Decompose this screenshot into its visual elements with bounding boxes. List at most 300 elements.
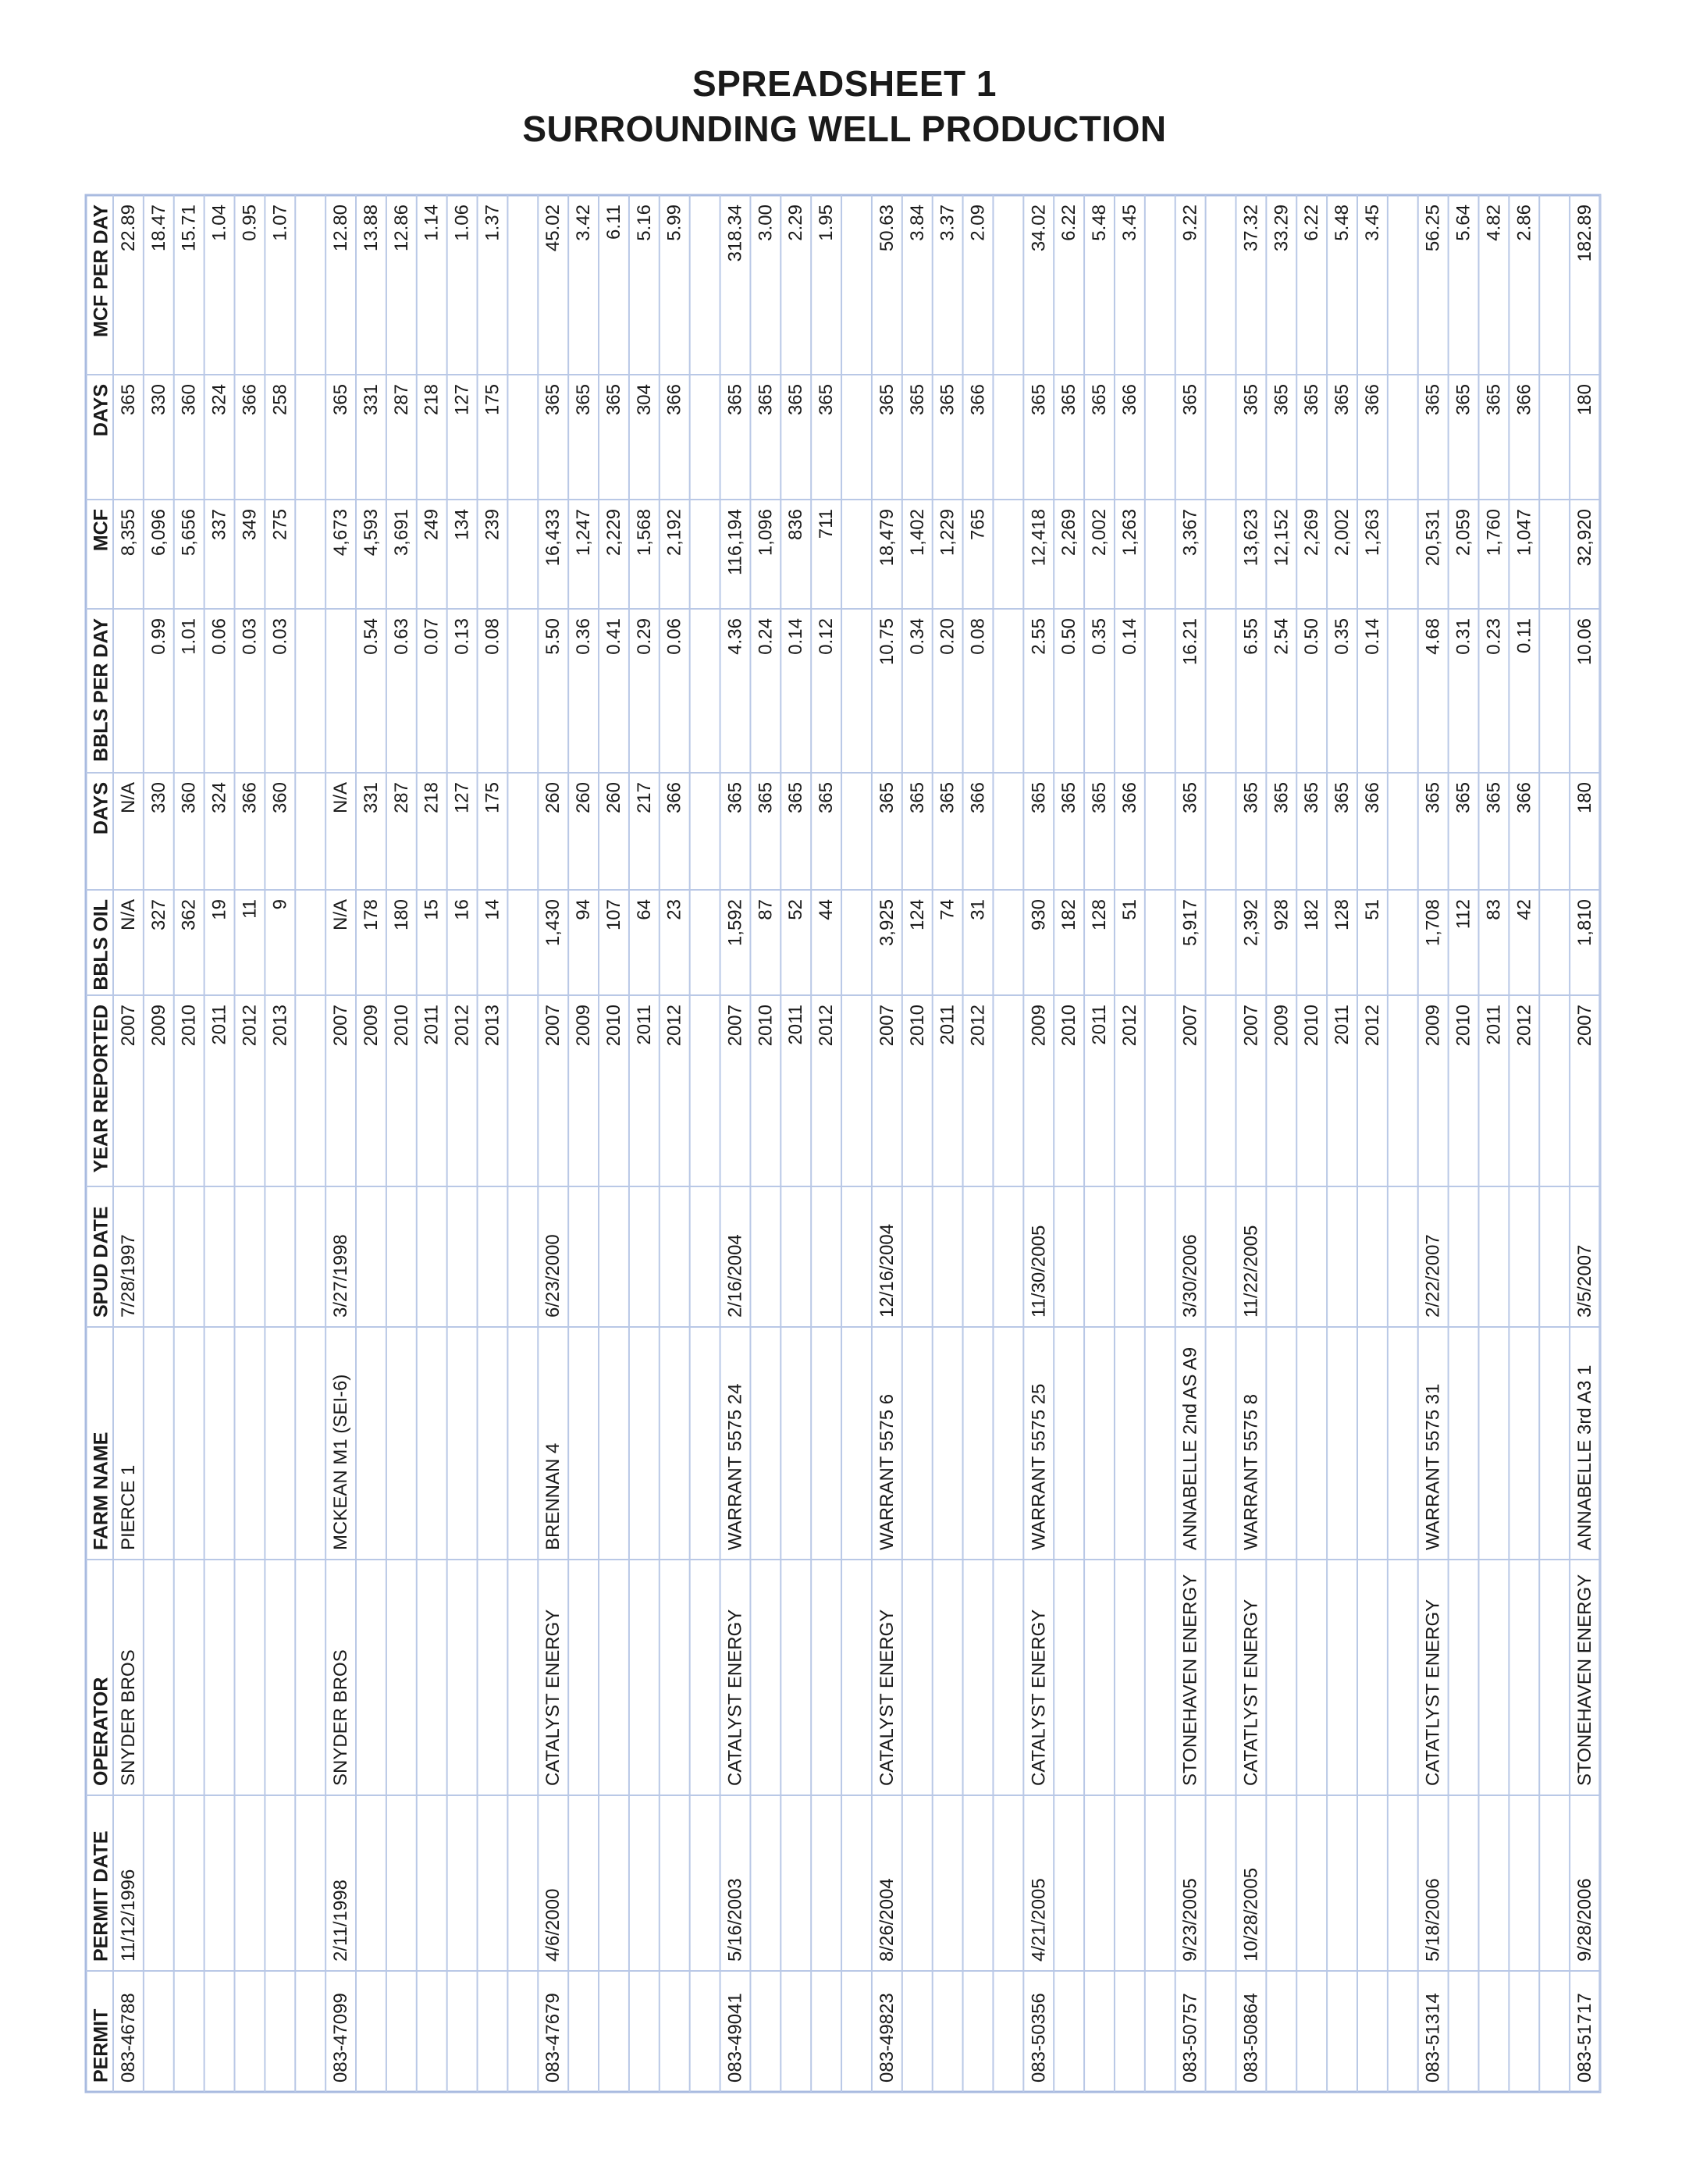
- cell-mcf-per-day: 12.86: [390, 205, 412, 252]
- cell-farm-name: PIERCE 1: [117, 1464, 139, 1550]
- cell-days: 175: [482, 782, 503, 814]
- cell-permit: 083-49041: [724, 1993, 746, 2083]
- spreadsheet-title: SPREADSHEET 1: [692, 63, 997, 104]
- cell-bbls-per-day: 5.50: [542, 618, 564, 655]
- cell-mcf: 6,096: [148, 509, 169, 557]
- cell-bbls-oil: 16: [451, 899, 473, 920]
- cell-mcf: 1,568: [633, 509, 655, 557]
- cell-days: 365: [1179, 384, 1201, 416]
- cell-mcf-per-day: 6.22: [1301, 205, 1323, 241]
- cell-bbls-per-day: 0.12: [816, 618, 837, 655]
- cell-permit: 083-46788: [117, 1993, 139, 2083]
- cell-mcf-per-day: 1.07: [269, 205, 291, 241]
- cell-bbls-oil: 124: [906, 899, 928, 931]
- cell-days: 180: [1574, 782, 1596, 814]
- cell-spud-date: 3/27/1998: [330, 1234, 352, 1318]
- cell-days: 366: [967, 384, 989, 416]
- cell-mcf-per-day: 1.06: [451, 205, 473, 241]
- cell-bbls-per-day: 0.34: [906, 618, 928, 655]
- cell-bbls-oil: 2,392: [1240, 899, 1262, 947]
- cell-mcf-per-day: 56.25: [1422, 205, 1444, 252]
- cell-days: 365: [1271, 384, 1293, 416]
- cell-bbls-oil: 83: [1483, 899, 1505, 920]
- cell-mcf: 2,002: [1089, 509, 1111, 557]
- cell-bbls-oil: 128: [1332, 899, 1353, 931]
- cell-bbls-per-day: 0.63: [390, 618, 412, 655]
- cell-bbls-per-day: 10.75: [876, 618, 898, 666]
- cell-bbls-oil: 74: [937, 899, 958, 920]
- cell-days: 365: [117, 384, 139, 416]
- header-spud-date: SPUD DATE: [90, 1206, 112, 1318]
- cell-bbls-oil: 1,592: [724, 899, 746, 947]
- cell-year-reported: 2009: [1271, 1005, 1293, 1047]
- cell-spud-date: 2/22/2007: [1422, 1234, 1444, 1318]
- cell-days: 331: [360, 782, 382, 814]
- cell-bbls-oil: 51: [1118, 899, 1140, 920]
- cell-farm-name: WARRANT 5575 6: [876, 1393, 898, 1550]
- cell-bbls-per-day: 0.31: [1453, 618, 1474, 655]
- cell-mcf-per-day: 1.37: [482, 205, 503, 241]
- cell-bbls-oil: 128: [1089, 899, 1111, 931]
- cell-mcf-per-day: 6.11: [603, 205, 624, 240]
- cell-operator: CATATLYST ENERGY: [1422, 1599, 1444, 1786]
- cell-mcf-per-day: 318.34: [724, 205, 746, 262]
- cell-days: N/A: [330, 782, 352, 814]
- cell-bbls-per-day: 0.36: [573, 618, 595, 655]
- cell-bbls-per-day: 0.08: [967, 618, 989, 655]
- cell-mcf: 1,263: [1361, 509, 1383, 557]
- cell-mcf-per-day: 0.95: [239, 205, 261, 241]
- cell-mcf-per-day: 2.29: [785, 205, 807, 241]
- cell-mcf: 1,047: [1513, 509, 1535, 557]
- cell-mcf: 1,760: [1483, 509, 1505, 557]
- cell-mcf-per-day: 1.04: [208, 205, 230, 241]
- cell-permit-date: 5/16/2003: [724, 1878, 746, 1962]
- cell-bbls-oil: 11: [239, 899, 261, 919]
- cell-year-reported: 2011: [785, 1005, 807, 1045]
- cell-mcf-per-day: 5.16: [633, 205, 655, 241]
- cell-days: 365: [1301, 384, 1323, 416]
- cell-days: N/A: [117, 782, 139, 814]
- cell-days: 365: [542, 384, 564, 416]
- cell-days: 304: [633, 384, 655, 416]
- cell-mcf: 249: [421, 509, 443, 541]
- cell-mcf-per-day: 1.14: [421, 205, 443, 241]
- cell-days: 360: [178, 782, 200, 814]
- cell-farm-name: ANNABELLE 3rd A3 1: [1574, 1364, 1596, 1550]
- cell-days: 365: [1271, 782, 1293, 814]
- cell-mcf: 116,194: [724, 508, 746, 575]
- cell-days: 127: [451, 782, 473, 814]
- cell-days: 365: [876, 782, 898, 814]
- cell-days: 366: [663, 782, 685, 814]
- cell-days: 365: [785, 384, 807, 416]
- cell-days: 365: [755, 782, 777, 814]
- cell-bbls-per-day: 2.55: [1028, 618, 1050, 655]
- cell-mcf-per-day: 50.63: [876, 205, 898, 252]
- cell-year-reported: 2012: [1118, 1005, 1140, 1047]
- cell-farm-name: MCKEAN M1 (SEI-6): [330, 1374, 352, 1550]
- cell-days: 365: [785, 782, 807, 814]
- cell-mcf-per-day: 33.29: [1271, 205, 1293, 252]
- cell-spud-date: 7/28/1997: [117, 1234, 139, 1318]
- cell-mcf-per-day: 22.89: [117, 205, 139, 252]
- cell-bbls-oil: 15: [421, 899, 443, 920]
- cell-bbls-per-day: 0.99: [148, 618, 169, 655]
- cell-permit: 083-50757: [1179, 1993, 1201, 2083]
- table-frame: [86, 195, 1600, 2092]
- cell-bbls-per-day: 0.03: [269, 618, 291, 655]
- cell-days: 366: [1118, 782, 1140, 814]
- cell-days: 330: [148, 384, 169, 416]
- cell-operator: STONEHAVEN ENERGY: [1574, 1574, 1596, 1786]
- cell-permit-date: 4/21/2005: [1028, 1878, 1050, 1962]
- cell-days: 218: [421, 384, 443, 416]
- cell-spud-date: 6/23/2000: [542, 1234, 564, 1318]
- cell-year-reported: 2009: [148, 1005, 169, 1047]
- cell-mcf-per-day: 34.02: [1028, 205, 1050, 252]
- cell-year-reported: 2007: [1574, 1005, 1596, 1047]
- cell-mcf-per-day: 2.09: [967, 205, 989, 241]
- cell-year-reported: 2012: [663, 1005, 685, 1047]
- cell-mcf-per-day: 4.82: [1483, 205, 1505, 241]
- cell-days: 366: [1513, 384, 1535, 416]
- cell-days: 365: [724, 384, 746, 416]
- cell-mcf: 134: [451, 509, 473, 541]
- cell-days: 180: [1574, 384, 1596, 416]
- cell-farm-name: WARRANT 5575 31: [1422, 1383, 1444, 1550]
- cell-days: 217: [633, 782, 655, 814]
- cell-bbls-oil: 51: [1361, 899, 1383, 920]
- cell-mcf-per-day: 12.80: [330, 205, 352, 252]
- header-bbls-oil: BBLS OIL: [90, 899, 112, 991]
- cell-days: 365: [1483, 384, 1505, 416]
- cell-mcf-per-day: 18.47: [148, 205, 169, 252]
- cell-days: 287: [390, 782, 412, 814]
- cell-mcf: 3,367: [1179, 509, 1201, 557]
- cell-spud-date: 12/16/2004: [876, 1223, 898, 1318]
- cell-days: 366: [1361, 384, 1383, 416]
- cell-bbls-oil: 3,925: [876, 899, 898, 947]
- cell-farm-name: ANNABELLE 2nd AS A9: [1179, 1346, 1201, 1550]
- cell-permit: 083-51717: [1574, 1993, 1596, 2083]
- cell-bbls-per-day: 0.35: [1089, 618, 1111, 655]
- cell-days: 365: [1028, 782, 1050, 814]
- cell-year-reported: 2007: [724, 1005, 746, 1047]
- cell-permit-date: 10/28/2005: [1240, 1867, 1262, 1962]
- cell-year-reported: 2011: [208, 1005, 230, 1045]
- cell-permit: 083-51314: [1422, 1993, 1444, 2083]
- header-days: DAYS: [90, 384, 112, 437]
- cell-bbls-oil: 1,430: [542, 899, 564, 947]
- cell-days: 218: [421, 782, 443, 814]
- cell-year-reported: 2010: [1058, 1005, 1080, 1047]
- cell-mcf: 2,002: [1332, 509, 1353, 557]
- cell-mcf-per-day: 5.99: [663, 205, 685, 241]
- cell-mcf-per-day: 5.48: [1089, 205, 1111, 241]
- cell-days: 365: [937, 782, 958, 814]
- cell-days: 365: [1089, 384, 1111, 416]
- cell-mcf: 2,192: [663, 509, 685, 557]
- cell-bbls-oil: 182: [1058, 899, 1080, 931]
- cell-bbls-per-day: 0.24: [755, 618, 777, 655]
- cell-bbls-oil: 928: [1271, 899, 1293, 931]
- cell-operator: CATALYST ENERGY: [724, 1609, 746, 1786]
- cell-bbls-per-day: 6.55: [1240, 618, 1262, 655]
- cell-days: 324: [208, 384, 230, 416]
- cell-bbls-per-day: 0.13: [451, 618, 473, 655]
- cell-bbls-per-day: 0.08: [482, 618, 503, 655]
- cell-days: 365: [330, 384, 352, 416]
- cell-days: 365: [1240, 782, 1262, 814]
- cell-mcf: 1,402: [906, 509, 928, 557]
- cell-year-reported: 2012: [1361, 1005, 1383, 1047]
- cell-mcf: 239: [482, 509, 503, 541]
- cell-bbls-oil: 9: [269, 899, 291, 910]
- cell-year-reported: 2012: [967, 1005, 989, 1047]
- cell-bbls-per-day: 4.36: [724, 618, 746, 655]
- cell-days: 365: [1240, 384, 1262, 416]
- cell-days: 365: [816, 384, 837, 416]
- cell-days: 330: [148, 782, 169, 814]
- cell-spud-date: 3/30/2006: [1179, 1234, 1201, 1318]
- cell-days: 365: [1453, 384, 1474, 416]
- cell-days: 360: [269, 782, 291, 814]
- cell-bbls-per-day: 1.01: [178, 618, 200, 655]
- cell-operator: SNYDER BROS: [330, 1649, 352, 1786]
- cell-bbls-per-day: 0.14: [785, 618, 807, 655]
- cell-mcf-per-day: 37.32: [1240, 205, 1262, 252]
- cell-farm-name: WARRANT 5575 25: [1028, 1383, 1050, 1550]
- cell-bbls-per-day: 0.41: [603, 618, 624, 655]
- cell-year-reported: 2007: [876, 1005, 898, 1047]
- cell-mcf: 2,269: [1301, 509, 1323, 557]
- cell-permit-date: 2/11/1998: [330, 1880, 352, 1962]
- cell-bbls-oil: 182: [1301, 899, 1323, 931]
- cell-mcf-per-day: 182.89: [1574, 205, 1596, 262]
- cell-year-reported: 2010: [906, 1005, 928, 1047]
- cell-days: 127: [451, 384, 473, 416]
- cell-mcf: 1,229: [937, 509, 958, 557]
- cell-year-reported: 2009: [1028, 1005, 1050, 1047]
- cell-bbls-per-day: 0.11: [1513, 618, 1535, 653]
- cell-operator: CATALYST ENERGY: [1028, 1609, 1050, 1786]
- cell-bbls-oil: 362: [178, 899, 200, 931]
- cell-days: 260: [573, 782, 595, 814]
- cell-year-reported: 2010: [1453, 1005, 1474, 1047]
- cell-mcf-per-day: 3.45: [1118, 205, 1140, 241]
- cell-days: 365: [573, 384, 595, 416]
- cell-mcf: 13,623: [1240, 509, 1262, 567]
- cell-bbls-oil: N/A: [330, 899, 352, 931]
- cell-bbls-per-day: 0.35: [1332, 618, 1353, 655]
- cell-bbls-per-day: 0.29: [633, 618, 655, 655]
- cell-bbls-per-day: 0.14: [1118, 618, 1140, 655]
- cell-bbls-per-day: 0.54: [360, 618, 382, 655]
- cell-mcf-per-day: 15.71: [178, 205, 200, 252]
- spreadsheet-subtitle: SURROUNDING WELL PRODUCTION: [522, 108, 1167, 149]
- cell-year-reported: 2012: [451, 1005, 473, 1047]
- cell-mcf-per-day: 13.88: [360, 205, 382, 252]
- cell-bbls-per-day: 0.50: [1301, 618, 1323, 655]
- cell-mcf: 2,269: [1058, 509, 1080, 557]
- cell-mcf: 32,920: [1574, 509, 1596, 567]
- cell-mcf: 1,096: [755, 509, 777, 557]
- cell-mcf: 765: [967, 509, 989, 541]
- cell-days: 365: [1422, 782, 1444, 814]
- cell-permit-date: 4/6/2000: [542, 1888, 564, 1962]
- cell-mcf-per-day: 3.45: [1361, 205, 1383, 241]
- cell-bbls-per-day: 0.03: [239, 618, 261, 655]
- cell-bbls-oil: 23: [663, 899, 685, 920]
- cell-days: 366: [1361, 782, 1383, 814]
- cell-days: 365: [1301, 782, 1323, 814]
- cell-year-reported: 2011: [1332, 1005, 1353, 1045]
- cell-mcf: 349: [239, 509, 261, 541]
- cell-year-reported: 2013: [482, 1005, 503, 1047]
- cell-bbls-oil: 107: [603, 899, 624, 931]
- cell-bbls-per-day: 0.20: [937, 618, 958, 655]
- cell-year-reported: 2010: [178, 1005, 200, 1047]
- cell-mcf: 4,593: [360, 509, 382, 557]
- cell-year-reported: 2009: [1422, 1005, 1444, 1047]
- cell-mcf: 5,656: [178, 509, 200, 557]
- cell-permit: 083-47099: [330, 1993, 352, 2083]
- cell-mcf-per-day: 5.64: [1453, 205, 1474, 241]
- cell-days: 365: [724, 782, 746, 814]
- cell-days: 366: [1513, 782, 1535, 814]
- cell-days: 366: [967, 782, 989, 814]
- cell-mcf-per-day: 45.02: [542, 205, 564, 252]
- cell-days: 365: [755, 384, 777, 416]
- cell-days: 260: [542, 782, 564, 814]
- cell-mcf: 337: [208, 509, 230, 541]
- cell-days: 365: [1058, 782, 1080, 814]
- cell-bbls-oil: 1,708: [1422, 899, 1444, 947]
- cell-year-reported: 2010: [390, 1005, 412, 1047]
- cell-mcf: 1,247: [573, 509, 595, 557]
- cell-mcf: 4,673: [330, 509, 352, 557]
- header-mcf: MCF: [90, 509, 112, 552]
- cell-mcf: 18,479: [876, 509, 898, 567]
- cell-mcf-per-day: 3.42: [573, 205, 595, 241]
- cell-operator: CATALYST ENERGY: [876, 1609, 898, 1786]
- cell-days: 365: [1179, 782, 1201, 814]
- cell-bbls-oil: 5,917: [1179, 899, 1201, 947]
- cell-days: 324: [208, 782, 230, 814]
- cell-bbls-oil: 87: [755, 899, 777, 920]
- cell-bbls-oil: 52: [785, 899, 807, 920]
- cell-days: 365: [1453, 782, 1474, 814]
- cell-year-reported: 2011: [1483, 1005, 1505, 1045]
- cell-mcf-per-day: 3.00: [755, 205, 777, 241]
- cell-days: 365: [876, 384, 898, 416]
- cell-year-reported: 2010: [1301, 1005, 1323, 1047]
- cell-operator: CATATLYST ENERGY: [1240, 1599, 1262, 1786]
- cell-bbls-per-day: 0.50: [1058, 618, 1080, 655]
- cell-year-reported: 2007: [542, 1005, 564, 1047]
- cell-bbls-oil: 1,810: [1574, 899, 1596, 947]
- cell-year-reported: 2007: [330, 1005, 352, 1047]
- cell-mcf: 20,531: [1422, 509, 1444, 567]
- cell-bbls-oil: 31: [967, 899, 989, 920]
- cell-permit: 083-50356: [1028, 1993, 1050, 2083]
- cell-permit: 083-50864: [1240, 1993, 1262, 2083]
- cell-days: 365: [1332, 384, 1353, 416]
- header-year-reported: YEAR REPORTED: [90, 1005, 112, 1173]
- cell-spud-date: 11/22/2005: [1240, 1225, 1262, 1318]
- header-permit: PERMIT: [90, 2008, 112, 2083]
- cell-farm-name: BRENNAN 4: [542, 1442, 564, 1550]
- cell-bbls-oil: 19: [208, 899, 230, 920]
- cell-bbls-oil: 44: [816, 899, 837, 920]
- cell-bbls-oil: 930: [1028, 899, 1050, 931]
- cell-mcf: 2,229: [603, 509, 624, 557]
- cell-permit-date: 9/28/2006: [1574, 1878, 1596, 1962]
- cell-spud-date: 3/5/2007: [1574, 1244, 1596, 1318]
- cell-year-reported: 2010: [755, 1005, 777, 1047]
- cell-mcf-per-day: 1.95: [816, 205, 837, 241]
- cell-year-reported: 2007: [1179, 1005, 1201, 1047]
- cell-year-reported: 2012: [1513, 1005, 1535, 1047]
- cell-mcf: 12,418: [1028, 509, 1050, 567]
- cell-farm-name: WARRANT 5575 8: [1240, 1393, 1262, 1550]
- cell-mcf: 12,152: [1271, 509, 1293, 567]
- cell-permit-date: 9/23/2005: [1179, 1878, 1201, 1962]
- cell-bbls-per-day: 0.23: [1483, 618, 1505, 655]
- cell-days: 175: [482, 384, 503, 416]
- cell-year-reported: 2012: [816, 1005, 837, 1047]
- cell-mcf-per-day: 3.84: [906, 205, 928, 241]
- cell-mcf: 1,263: [1118, 509, 1140, 557]
- cell-bbls-per-day: 0.14: [1361, 618, 1383, 655]
- cell-bbls-oil: 327: [148, 899, 169, 931]
- cell-spud-date: 2/16/2004: [724, 1234, 746, 1318]
- cell-mcf: 3,691: [390, 509, 412, 557]
- cell-days: 365: [906, 782, 928, 814]
- cell-days: 365: [816, 782, 837, 814]
- cell-mcf: 275: [269, 509, 291, 541]
- header-farm-name: FARM NAME: [90, 1432, 112, 1550]
- cell-year-reported: 2013: [269, 1005, 291, 1047]
- cell-bbls-oil: 112: [1453, 899, 1474, 930]
- cell-spud-date: 11/30/2005: [1028, 1225, 1050, 1318]
- cell-bbls-oil: 94: [573, 899, 595, 920]
- cell-days: 365: [1422, 384, 1444, 416]
- cell-days: 365: [1028, 384, 1050, 416]
- cell-days: 365: [1332, 782, 1353, 814]
- cell-mcf-per-day: 9.22: [1179, 205, 1201, 241]
- cell-bbls-per-day: 0.06: [663, 618, 685, 655]
- cell-mcf: 836: [785, 509, 807, 541]
- cell-year-reported: 2011: [1089, 1005, 1111, 1045]
- cell-bbls-oil: 42: [1513, 899, 1535, 920]
- cell-permit-date: 5/18/2006: [1422, 1878, 1444, 1962]
- cell-days: 365: [603, 384, 624, 416]
- cell-days: 287: [390, 384, 412, 416]
- cell-days: 366: [1118, 384, 1140, 416]
- cell-operator: STONEHAVEN ENERGY: [1179, 1574, 1201, 1786]
- cell-days: 360: [178, 384, 200, 416]
- cell-mcf-per-day: 2.86: [1513, 205, 1535, 241]
- cell-year-reported: 2011: [633, 1005, 655, 1045]
- cell-permit: 083-47679: [542, 1993, 564, 2083]
- cell-days: 365: [1483, 782, 1505, 814]
- header-mcf-per-day: MCF PER DAY: [90, 205, 112, 337]
- cell-year-reported: 2007: [117, 1005, 139, 1047]
- cell-bbls-oil: 178: [360, 899, 382, 931]
- cell-bbls-oil: N/A: [117, 899, 139, 931]
